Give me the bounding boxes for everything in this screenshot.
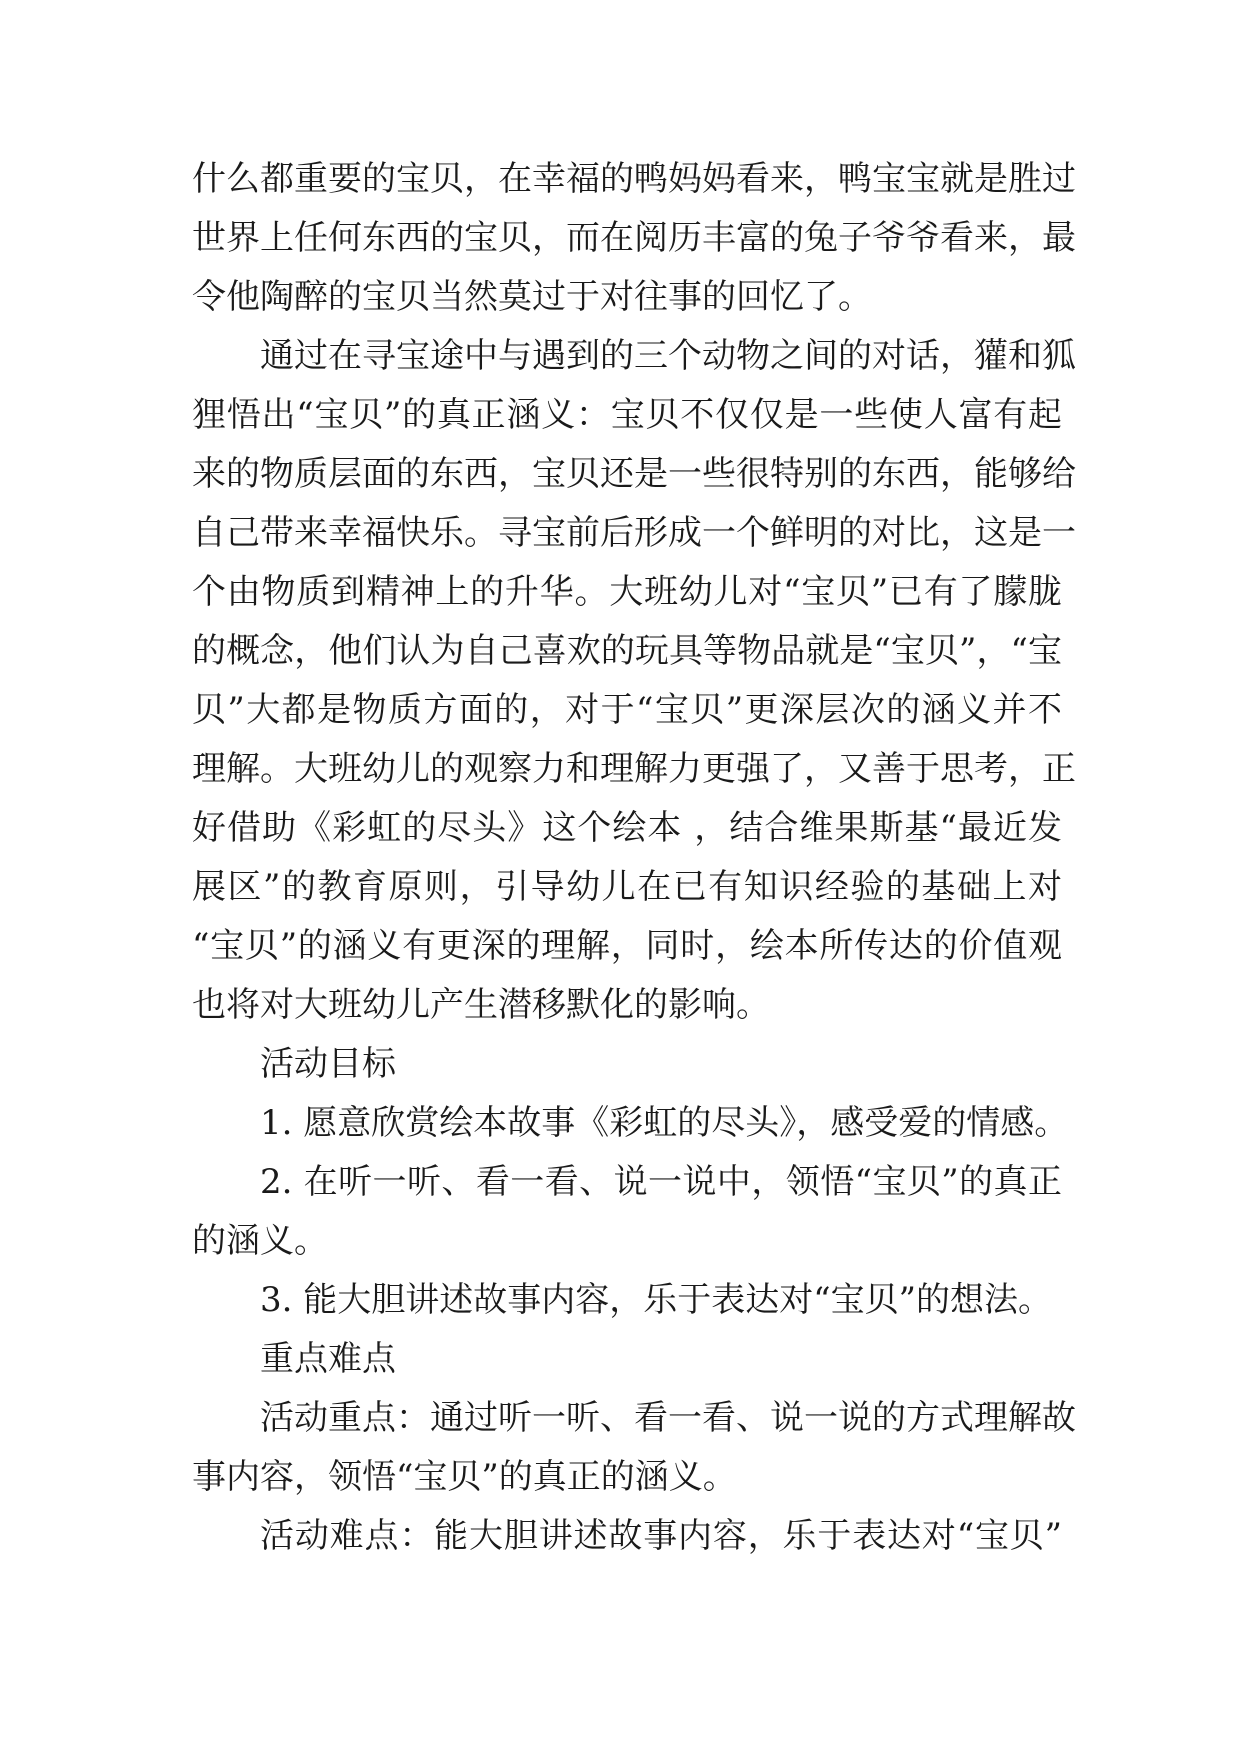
text-line: 来的物质层面的东西，宝贝还是一些很特别的东西，能够给: [192, 454, 1076, 494]
list-item: 3. 能大胆讲述故事内容，乐于表达对“宝贝”的想法。: [260, 1280, 1053, 1320]
text-line: 狸悟出“宝贝”的真正涵义：宝贝不仅仅是一些使人富有起: [192, 395, 1062, 435]
text-line: 事内容，领悟“宝贝”的真正的涵义。: [192, 1457, 737, 1497]
body-text: [192, 150, 1076, 1566]
text-line: 展区”的教育原则，引导幼儿在已有知识经验的基础上对: [192, 867, 1062, 907]
text-line: 令他陶醉的宝贝当然莫过于对往事的回忆了。: [192, 277, 872, 317]
list-item: 1. 愿意欣赏绘本故事《彩虹的尽头》，感受爱的情感。: [260, 1103, 1069, 1143]
text-line: 也将对大班幼儿产生潜移默化的影响。: [192, 985, 770, 1025]
text-line: 的涵义。: [192, 1221, 328, 1261]
text-line: 什么都重要的宝贝，在幸福的鸭妈妈看来，鸭宝宝就是胜过: [192, 159, 1076, 199]
text-line: 自己带来幸福快乐。寻宝前后形成一个鲜明的对比，这是一: [192, 513, 1076, 553]
list-item: 2. 在听一听、看一看、说一说中，领悟“宝贝”的真正: [260, 1162, 1062, 1202]
text-line: 活动重点：通过听一听、看一看、说一说的方式理解故: [260, 1398, 1076, 1438]
text-line: 贝”大都是物质方面的，对于“宝贝”更深层次的涵义并不: [192, 690, 1062, 730]
text-line: 的概念，他们认为自己喜欢的玩具等物品就是“宝贝”，“宝: [192, 631, 1062, 671]
text-line: 个由物质到精神上的升华。大班幼儿对“宝贝”已有了朦胧: [192, 572, 1062, 612]
text-line: 世界上任何东西的宝贝，而在阅历丰富的兔子爷爷看来，最: [192, 218, 1076, 258]
text-line: 通过在寻宝途中与遇到的三个动物之间的对话，獾和狐: [260, 336, 1076, 376]
section-heading: 活动目标: [260, 1044, 396, 1084]
section-heading: 重点难点: [260, 1339, 396, 1379]
text-line: 活动难点：能大胆讲述故事内容，乐于表达对“宝贝”: [260, 1516, 1062, 1556]
text-line: 理解。大班幼儿的观察力和理解力更强了，又善于思考，正: [192, 749, 1076, 789]
text-line: 好借助《彩虹的尽头》这个绘本 ，结合维果斯基“最近发: [192, 808, 1062, 848]
text-line: “宝贝”的涵义有更深的理解，同时，绘本所传达的价值观: [192, 926, 1062, 966]
